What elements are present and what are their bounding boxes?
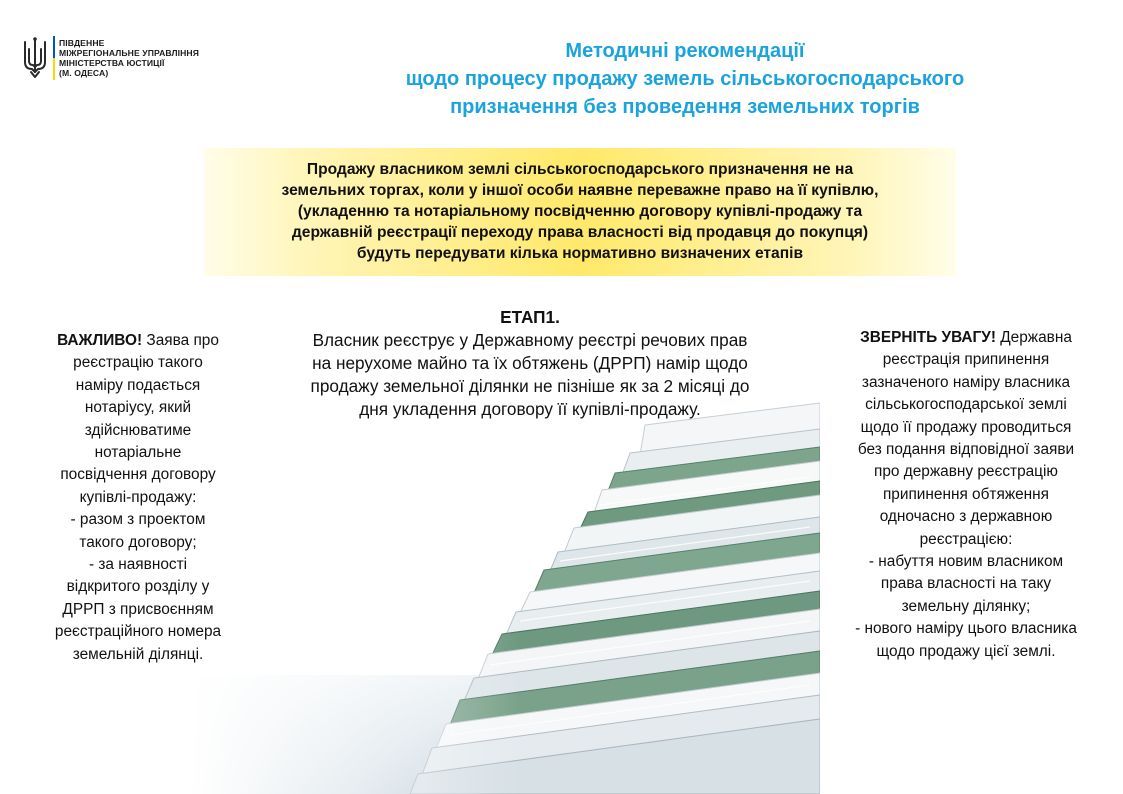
- important-note: [22, 330, 254, 666]
- note-line: реєстрацію такого: [73, 354, 203, 372]
- trident-icon: [22, 36, 48, 80]
- title-line: щодо процесу продажу земель сільськогосподарського: [405, 68, 965, 90]
- note-line: купівлі-продажу:: [79, 488, 197, 506]
- note-line: наміру подається: [75, 376, 201, 394]
- stage-block: [250, 306, 810, 421]
- banner-line: будуть передувати кілька нормативно визначених етапів: [356, 245, 804, 262]
- ministry-logo: [22, 36, 199, 80]
- note-line: про державну реєстрацію: [874, 463, 1058, 481]
- logo-line: (М. ОДЕСА): [59, 68, 109, 78]
- note-line: ДРРП з присвоєнням: [62, 600, 214, 618]
- note-line: щодо її продажу проводиться: [860, 418, 1072, 436]
- note-line: реєстрація припинення: [882, 351, 1050, 369]
- note-line: права власності на таку: [880, 575, 1052, 593]
- note-line: одночасно з державною: [879, 508, 1053, 526]
- note-line: нотаріальне: [94, 444, 182, 462]
- logo-line: МІНІСТЕРСТВА ЮСТИЦІЇ: [59, 58, 165, 68]
- note-first-line: [22, 330, 254, 352]
- paper-stack-icon: [190, 395, 820, 794]
- note-first-text: Державна: [995, 329, 1072, 346]
- logo-line: МІЖРЕГІОНАЛЬНЕ УПРАВЛІННЯ: [59, 48, 199, 58]
- page-title: [300, 37, 1070, 121]
- note-line: реєстрацією:: [919, 530, 1013, 548]
- banner-line: державній реєстрації переходу права власності від продавця до покупця): [291, 224, 869, 241]
- title-line: Методичні рекомендації: [565, 40, 805, 62]
- stage-line: дня укладення договору її купівлі-продажу.: [359, 399, 701, 419]
- note-line: без подання відповідної заяви: [857, 441, 1075, 459]
- note-line: - набуття новим власником: [868, 553, 1064, 571]
- note-line: земельній ділянці.: [72, 645, 204, 663]
- stage-line: продажу земельної ділянки не пізніше як за 2 місяці до: [310, 376, 750, 396]
- note-line: нотаріусу, який: [84, 399, 192, 417]
- logo-line: ПІВДЕННЕ: [59, 38, 105, 48]
- highlight-banner: [204, 148, 956, 276]
- title-line: призначення без проведення земельних торгів: [450, 96, 920, 118]
- note-line: - разом з проектом: [70, 511, 206, 529]
- note-line: зазначеного наміру власника: [861, 373, 1071, 391]
- note-line: земельну ділянку;: [901, 597, 1031, 615]
- note-line: - за наявності: [88, 556, 188, 574]
- note-first-line: [826, 327, 1106, 349]
- stage-line: на нерухоме майно та їх обтяжень (ДРРП) намір щодо: [312, 353, 748, 373]
- note-line: сільськогосподарської землі: [865, 396, 1067, 414]
- note-line: щодо продажу цієї землі.: [876, 642, 1056, 660]
- note-line: - нового наміру цього власника: [855, 620, 1077, 638]
- stage-heading: ЕТАП1.: [500, 307, 560, 327]
- note-lead: ВАЖЛИВО!: [57, 332, 143, 349]
- note-first-text: Заява про: [142, 332, 219, 349]
- note-line: припинення обтяження: [882, 485, 1050, 503]
- banner-line: (укладенню та нотаріальному посвідченню договору купівлі-продажу та: [297, 203, 863, 220]
- attention-note: [826, 327, 1106, 663]
- note-line: відкритого розділу у: [66, 578, 210, 596]
- logo-text: [59, 38, 199, 78]
- note-line: реєстраційного номера: [54, 623, 222, 641]
- note-lead: ЗВЕРНІТЬ УВАГУ!: [860, 329, 996, 346]
- banner-line: земельних торгах, коли у іншої особи наявне переважне право на її купівлю,: [281, 182, 879, 199]
- flag-stripe: [53, 36, 55, 80]
- note-line: такого договору;: [79, 533, 197, 551]
- stage-line: Власник реєструє у Державному реєстрі речових прав: [312, 330, 748, 350]
- banner-line: Продажу власником землі сільськогосподарського призначення не на: [306, 161, 854, 178]
- note-line: здійснюватиме: [84, 421, 192, 439]
- note-line: посвідчення договору: [60, 466, 216, 484]
